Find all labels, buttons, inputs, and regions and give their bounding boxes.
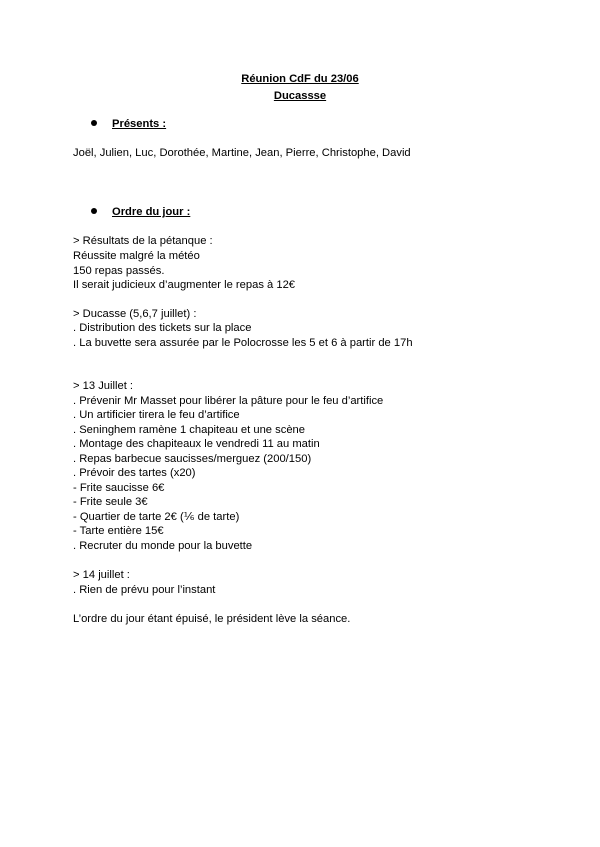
presents-heading: Présents : xyxy=(91,117,166,132)
july13-line: . Montage des chapiteaux le vendredi 11 au matin xyxy=(73,438,320,450)
title-line-2: Ducassse xyxy=(273,90,327,102)
presents-names: Joël, Julien, Luc, Dorothée, Martine, Jean, Pierre, Christophe, David xyxy=(73,147,411,159)
bullet-icon xyxy=(91,208,97,214)
petanque-line: Il serait judicieux d’augmenter le repas à 12€ xyxy=(73,279,296,291)
petanque-line: 150 repas passés. xyxy=(73,265,165,277)
petanque-header: > Résultats de la pétanque : xyxy=(73,235,213,247)
document-title xyxy=(0,71,600,105)
july13-line: - Frite seule 3€ xyxy=(73,496,148,508)
bullet-icon xyxy=(91,120,97,126)
ducasse-line: . La buvette sera assurée par le Polocrosse les 5 et 6 à partir de 17h xyxy=(73,337,413,349)
agenda-heading: Ordre du jour : xyxy=(91,205,190,220)
july13-line: . Un artificier tirera le feu d’artifice xyxy=(73,409,240,421)
title-line-1: Réunion CdF du 23/06 xyxy=(241,73,359,85)
july13-line: - Quartier de tarte 2€ (⅙ de tarte) xyxy=(73,511,240,523)
july14-header: > 14 juillet : xyxy=(73,569,130,581)
petanque-line: Réussite malgré la météo xyxy=(73,250,200,262)
july13-line: . Prévenir Mr Masset pour libérer la pâture pour le feu d’artifice xyxy=(73,395,384,407)
july13-line: . Recruter du monde pour la buvette xyxy=(73,540,253,552)
july13-header: > 13 Juillet : xyxy=(73,380,134,392)
closing-statement: L’ordre du jour étant épuisé, le président lève la séance. xyxy=(73,613,351,625)
july13-line: . Repas barbecue saucisses/merguez (200/150) xyxy=(73,453,312,465)
july13-line: - Frite saucisse 6€ xyxy=(73,482,165,494)
ducasse-header: > Ducasse (5,6,7 juillet) : xyxy=(73,308,197,320)
ducasse-line: . Distribution des tickets sur la place xyxy=(73,322,252,334)
july14-line: . Rien de prévu pour l’instant xyxy=(73,584,216,596)
july13-line: . Seninghem ramène 1 chapiteau et une scène xyxy=(73,424,305,436)
july13-line: . Prévoir des tartes (x20) xyxy=(73,467,196,479)
july13-line: - Tarte entière 15€ xyxy=(73,525,164,537)
